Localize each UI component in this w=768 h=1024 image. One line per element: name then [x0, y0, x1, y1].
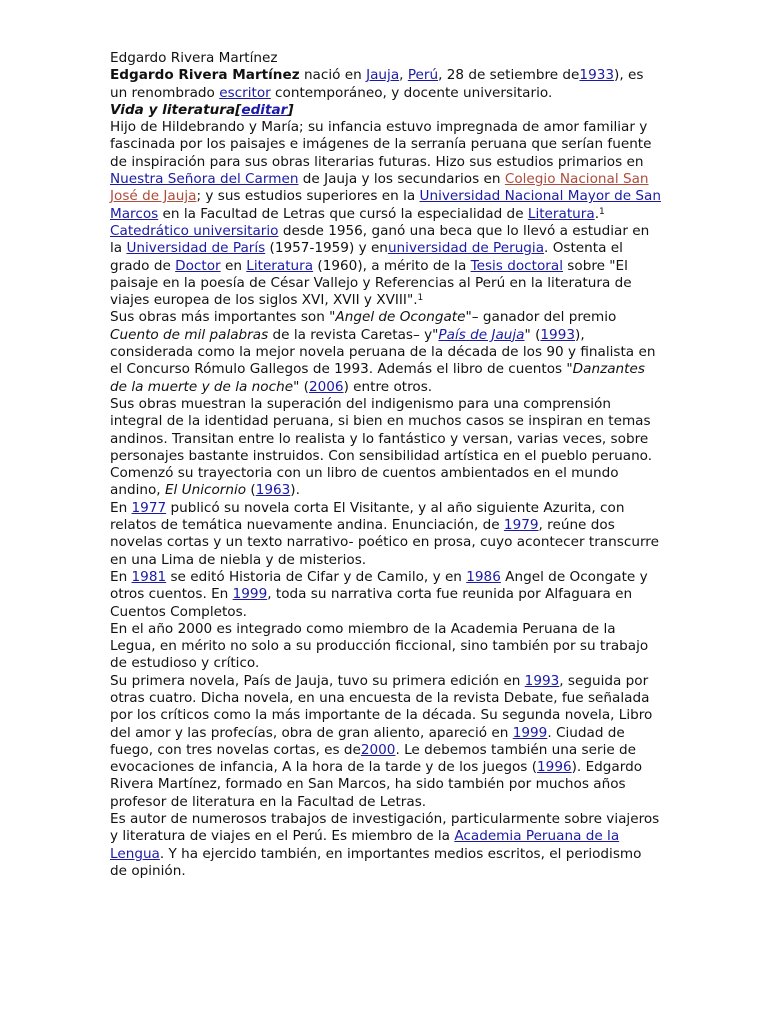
link[interactable]: Perú [407, 67, 439, 84]
link[interactable]: Academia Peruana de la Lengua [110, 828, 620, 862]
link[interactable]: escritor [219, 84, 271, 101]
text-run: ), es un renombrado [110, 67, 644, 101]
paragraph [110, 67, 662, 102]
section-heading [110, 102, 662, 119]
text-run: , seguida por otras cuatro. Dicha novela, en una encuesta de la revista Debate, fue señalada por los críticos como la más importante de la década. Su segunda novela, Libro del amor y las profecías, obra de gran aliento, apareció en [110, 672, 653, 741]
document-body [110, 50, 662, 880]
text-run: ). Edgardo Rivera Martínez, formado en San Marcos, ha sido también por muchos años profesor de literatura en la Facultad de Letras. [110, 759, 643, 810]
article-paragraphs [110, 67, 662, 880]
link[interactable]: 1999 [232, 586, 268, 603]
paragraph [110, 569, 662, 621]
text-run: ( [246, 482, 256, 499]
link[interactable]: 1979 [503, 517, 539, 534]
bold-text: Edgardo Rivera Martínez [110, 67, 300, 84]
link[interactable]: 1933 [579, 67, 615, 84]
paragraph [110, 500, 662, 569]
footnote-ref: 1 [599, 206, 605, 217]
italic-text: Angel de Ocongate [335, 309, 466, 326]
text-run: sobre "El paisaje en la poesía de César Vallejo y Referencias al Perú en la literatura de viajes europea de los siglos XVI, XVII y XVIII". [110, 257, 632, 309]
text-run: Es autor de numerosos trabajos de investigación, particularmente sobre viajeros y literatura de viajes en el Perú. Es miembro de la [110, 811, 660, 845]
text-run: ; y sus estudios superiores en la [196, 188, 420, 205]
text-run: " ( [293, 378, 309, 395]
paragraph [110, 309, 662, 395]
link[interactable]: Jauja [366, 67, 400, 84]
italic-text: "Danzantes de la muerte y de la noche [110, 361, 645, 395]
text-run: en la Facultad de Letras que cursó la especialidad de [158, 205, 528, 222]
text-run: En [110, 568, 132, 585]
paragraph [110, 465, 662, 500]
link[interactable]: universidad de Perugia [387, 240, 545, 257]
link[interactable]: Tesis doctoral [470, 257, 563, 274]
text-run: " ( [524, 326, 541, 343]
text-run: En [110, 499, 132, 516]
link[interactable]: Universidad de París [126, 240, 266, 257]
text-run: , [399, 67, 408, 84]
link[interactable]: País de Jauja [438, 326, 525, 343]
text-run: . Y ha ejercido también, en importantes medios escritos, el periodismo de opinión. [110, 845, 642, 879]
text-run: se editó Historia de Cifar y de Camilo, y en [166, 568, 467, 585]
text-run: nació en [299, 67, 367, 84]
text-run: Comenzó su trayectoria con un libro de cuentos ambientados en el mundo andino, [110, 465, 619, 499]
link[interactable]: 1986 [466, 568, 501, 585]
link[interactable]: Literatura [246, 257, 314, 274]
paragraph [110, 223, 662, 309]
text-run: ), considerada como la mejor novela peruana de la década de los 90 y finalista en el Concurso Rómulo Gallegos de 1993. Además el libro de cuentos [110, 326, 656, 378]
paragraph [110, 673, 662, 811]
link[interactable]: Nuestra Señora del Carmen [110, 171, 299, 188]
link[interactable]: Literatura [527, 205, 595, 222]
italic-text: Cuento de mil palabras [110, 326, 269, 343]
page-title: Edgardo Rivera Martínez [110, 50, 278, 66]
text-run: en [220, 257, 247, 274]
text-run: (1960), a mérito de la [313, 257, 471, 274]
paragraph [110, 119, 662, 223]
text-run: publicó su novela corta El Visitante, y al año siguiente Azurita, con relatos de temática nuevamente andina. Enunciación, de [110, 499, 625, 534]
paragraph [110, 621, 662, 673]
text-run: desde 1956, ganó una beca que lo llevó a estudiar en la [110, 222, 650, 257]
link[interactable]: 1977 [131, 499, 167, 516]
text-run: , reúne dos novelas cortas y un texto narrativo- poético en prosa, cuyo acontecer transcurre en una Lima de niebla y de misterios. [110, 517, 659, 568]
paragraph [110, 811, 662, 880]
link[interactable]: editar [241, 101, 288, 118]
text-run: En el año 2000 es integrado como miembro de la Academia Peruana de la Legua, en mérito no solo a su producción ficcional, sino también por su trabajo de estudioso y crítico. [110, 620, 649, 672]
text-run: ). [290, 482, 300, 499]
text-run: . Le debemos también una serie de evocaciones de infancia, A la hora de la tarde y de los juegos ( [110, 741, 637, 776]
link[interactable]: 2006 [308, 378, 344, 395]
link[interactable]: 1993 [540, 326, 576, 343]
link[interactable]: 1963 [255, 482, 291, 499]
text-run: , toda su narrativa corta fue reunida por Alfaguara en Cuentos Completos. [110, 586, 633, 620]
text-run: de la revista Caretas– y" [268, 326, 439, 343]
paragraph [110, 396, 662, 465]
footnote-ref: 1 [417, 293, 424, 304]
text-run: (1957-1959) y en [265, 240, 388, 257]
link[interactable]: 1999 [512, 724, 548, 741]
text-run: Sus obras más importantes son " [110, 309, 336, 326]
text-run: de Jauja y los secundarios en [298, 171, 505, 188]
text-run: . Ciudad de fuego, con tres novelas cortas, es de [110, 724, 625, 758]
bold-text: Vida y literatura[ [110, 101, 242, 118]
link[interactable]: Doctor [175, 257, 221, 274]
text-run: . [594, 205, 600, 222]
text-run: Sus obras muestran la superación del indigenismo para una comprensión integral de la identidad peruana, si bien en muchos casos se inspiran en temas andinos. Transitan entre lo realista y lo fantástico y versan, varias veces, sobre personajes bastante instruidos. Con sensibilidad artística en el pueblo peruano. [110, 395, 653, 464]
text-run: contemporáneo, y docente universitario. [270, 84, 553, 101]
text-run: , 28 de setiembre de [438, 67, 580, 84]
link[interactable]: Catedrático universitario [110, 222, 279, 239]
text-run: "– ganador del premio [465, 309, 617, 326]
text-run: . Ostenta el grado de [110, 240, 623, 274]
link[interactable]: Universidad Nacional Mayor de San Marcos [110, 188, 661, 222]
text-run: ) entre otros. [343, 378, 433, 395]
link[interactable]: 2000 [360, 741, 396, 758]
text-run: Angel de Ocongate y otros cuentos. En [110, 568, 648, 603]
text-run: Hijo de Hildebrando y María; su infancia estuvo impregnada de amor familiar y fascinada por los paisajes e imágenes de la serranía peruana que serían fuente de inspiración para sus obras literarias futuras. Hizo sus estudios primarios en [110, 119, 652, 170]
link[interactable]: 1981 [131, 568, 167, 585]
italic-text: El Unicornio [164, 482, 247, 499]
link[interactable]: 1993 [524, 672, 560, 689]
bold-text: ] [287, 101, 294, 118]
link[interactable]: Colegio Nacional San José de Jauja [110, 171, 649, 205]
link[interactable]: 1996 [537, 759, 572, 776]
text-run: Su primera novela, País de Jauja, tuvo su primera edición en [110, 672, 525, 689]
